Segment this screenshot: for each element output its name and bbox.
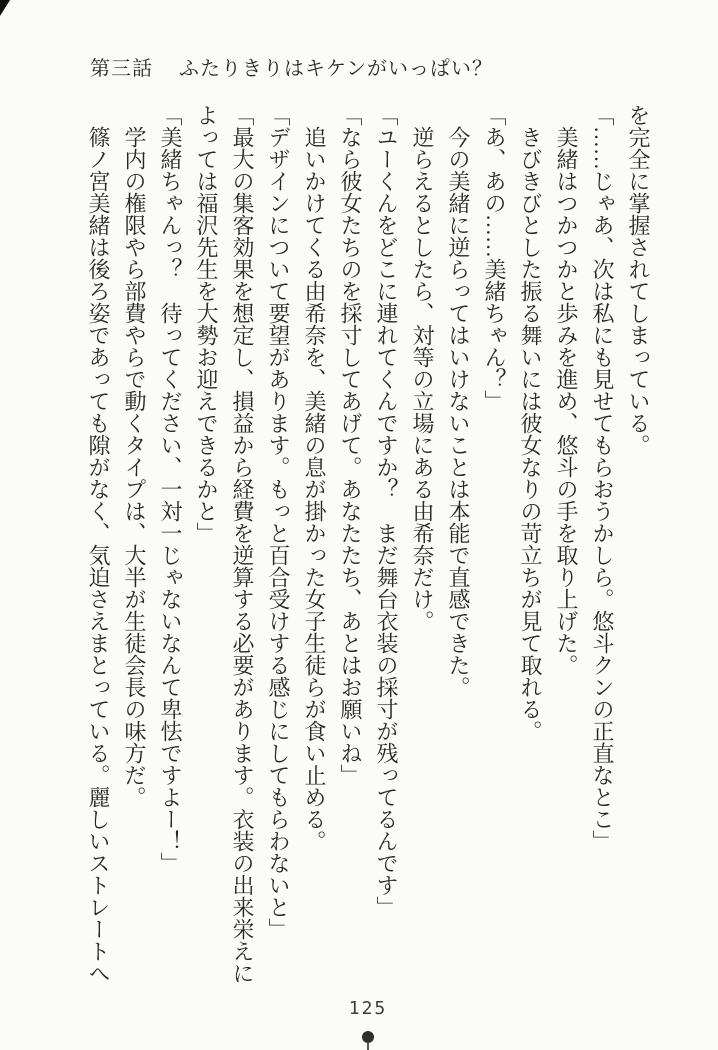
paragraph: 美緒はつかつかと歩みを進め、悠斗の手を取り上げた。	[554, 104, 579, 676]
paragraph: 逆らえるとしたら、対等の立場にある由希奈だけ。	[410, 104, 435, 632]
paragraph: 学内の権限やら部費やらで動くタイプは、大半が生徒会長の味方だ。	[122, 104, 147, 808]
scan-edge-artifact	[0, 0, 10, 16]
paragraph: きびきびとした振る舞いには彼女なりの苛立ちが見て取れる。	[518, 104, 543, 742]
chapter-header	[90, 52, 493, 81]
paragraph: 追いかけてくる由希奈を、美緒の息が掛かった女子生徒らが食い止める。	[302, 104, 327, 852]
body-text	[80, 104, 656, 992]
paragraph: 「美緒ちゃんっ？ 待ってください、一対一じゃないなんて卑怯ですよー！」	[158, 104, 183, 874]
paragraph: 「……じゃあ、次は私にも見せてもらおうかしら。悠斗クンの正直なとこ」	[590, 104, 615, 852]
bottom-mark-stem	[367, 1042, 369, 1050]
paragraph: を完全に掌握されてしまっている。	[626, 104, 651, 456]
paragraph: 「ユーくんをどこに連れてくんですか？ まだ舞台衣装の採寸が残ってるんです」	[374, 104, 399, 918]
chapter-title: ふたりきりはキケンがいっぱい？	[179, 58, 493, 80]
paragraph: 篠ノ宮美緒は後ろ姿であっても隙がなく、気迫さえまとっている。麗しいストレートへ	[86, 104, 111, 984]
paragraph: 「あ、あの……美緒ちゃん？」	[482, 104, 507, 412]
paragraph: 「最大の集客効果を想定し、損益から経費を逆算する必要があります。衣装の出来栄えによっては福沢先生を大勢お迎えできるかと」	[194, 104, 255, 984]
chapter-number: 第三話	[90, 58, 153, 80]
paragraph: 今の美緒に逆らってはいけないことは本能で直感できた。	[446, 104, 471, 698]
page-number: 125	[348, 998, 388, 1019]
paragraph: 「なら彼女たちのを採寸してあげて。あなたたち、あとはお願いね」	[338, 104, 363, 786]
paragraph: 「デザインについて要望があります。もっと百合受けする感じにしてもらわないと」	[266, 104, 291, 940]
